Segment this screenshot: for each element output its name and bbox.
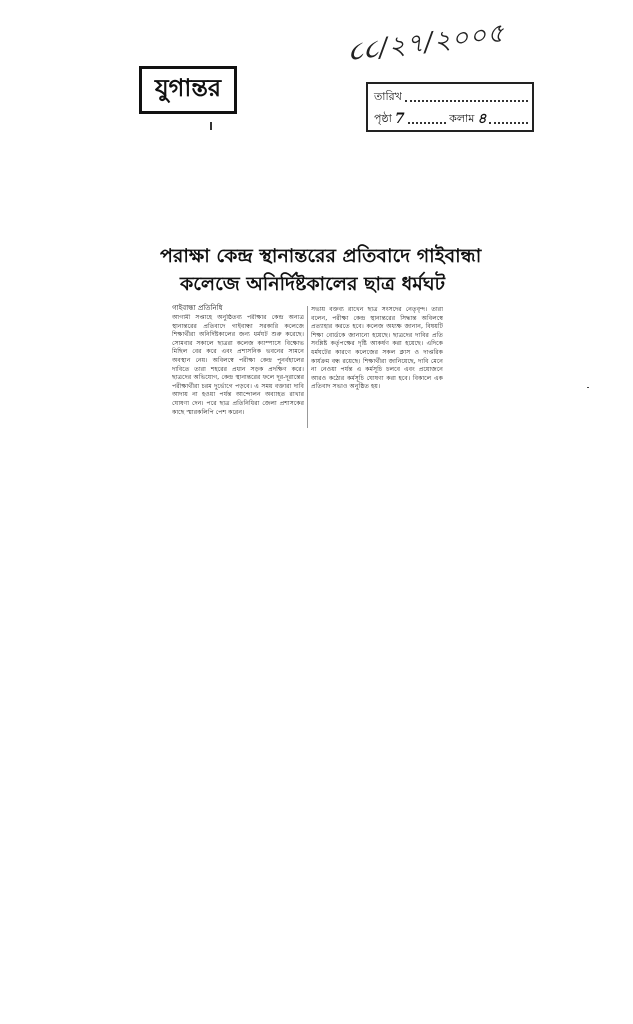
stamp-page-label: পৃষ্ঠা xyxy=(374,111,392,125)
article-headline-line1: পরাক্ষা কেন্দ্র স্থানান্তরের প্রতিবাদে গাইবান্ধা xyxy=(160,245,482,267)
scan-mark xyxy=(210,122,212,130)
article-headline-line2: কলেজে অনির্দিষ্টকালের ছাত্র ধর্মঘট xyxy=(180,273,445,295)
stamp-page-line xyxy=(408,114,447,124)
article-column-right: সভায় বক্তব্য রাখেন ছাত্র সংসদের নেতৃবৃন্দ। তারা বলেন, পরীক্ষা কেন্দ্র স্থানান্তরের সিদ্ধান্ত অবিলম্বে প্রত্যাহার করতে হবে। কলেজ অধ্যক্ষ জানান, বিষয়টি শিক্ষা বোর্ডকে জানানো হয়েছে। ছাত্রদের দাবির প্রতি সংশ্লিষ্ট কর্তৃপক্ষের দৃষ্টি আকর্ষণ করা হয়েছে। এদিকে ধর্মঘটের কারণে কলেজের সকল ক্লাস ও দাপ্তরিক কার্যক্রম বন্ধ রয়েছে। শিক্ষার্থীরা জানিয়েছে, দাবি মেনে না নেওয়া পর্যন্ত এ কর্মসূচি চলবে এবং প্রয়োজনে আরও কঠোর কর্মসূচি ঘোষণা করা হবে। বিকালে এক প্রতিবাদ সভাও অনুষ্ঠিত হয়। xyxy=(311,306,443,391)
article-column-left: আগামী সপ্তাহে অনুষ্ঠিতব্য পরীক্ষার কেন্দ্র অন্যত্র স্থানান্তরের প্রতিবাদে গাইবান্ধা সরকারি কলেজে শিক্ষার্থীরা অনির্দিষ্টকালের জন্য ধর্মঘট শুরু করেছে। সোমবার সকালে ছাত্ররা কলেজ ক্যাম্পাসে বিক্ষোভ মিছিল বের করে এবং প্রশাসনিক ভবনের সামনে অবস্থান নেয়। অবিলম্বে পরীক্ষা কেন্দ্র পুনর্বহালের দাবিতে তারা শহরের প্রধান সড়ক প্রদক্ষিণ করে। ছাত্রদের অভিযোগ, কেন্দ্র স্থানান্তরের ফলে দূর-দূরান্তের পরীক্ষার্থীরা চরম দুর্ভোগে পড়বে। এ সময় বক্তারা দাবি আদায় না হওয়া পর্যন্ত আন্দোলন অব্যাহত রাখার ঘোষণা দেন। পরে ছাত্র প্রতিনিধিরা জেলা প্রশাসকের কাছে স্মারকলিপি পেশ করেন। xyxy=(172,314,304,416)
column-divider xyxy=(307,306,308,428)
date-page-stamp xyxy=(366,82,534,132)
newspaper-masthead-logo xyxy=(139,66,237,114)
masthead-name: যুগান্তর xyxy=(154,73,222,102)
stamp-column-value: ৪ xyxy=(477,111,487,127)
stamp-page-row xyxy=(374,110,528,128)
stamp-date-row xyxy=(374,88,528,106)
stamp-page-value: 7 xyxy=(394,111,405,127)
stamp-date-label: তারিখ xyxy=(374,89,402,103)
stamp-date-line xyxy=(405,92,528,102)
article-byline: গাইবান্ধা প্রতিনিধি xyxy=(172,304,223,312)
stamp-column-line xyxy=(489,114,528,124)
handwritten-date: ૮૮/২৭/২০০৫ xyxy=(346,18,507,68)
stamp-column-label: কলাম xyxy=(449,111,475,125)
scan-speck xyxy=(587,387,589,388)
